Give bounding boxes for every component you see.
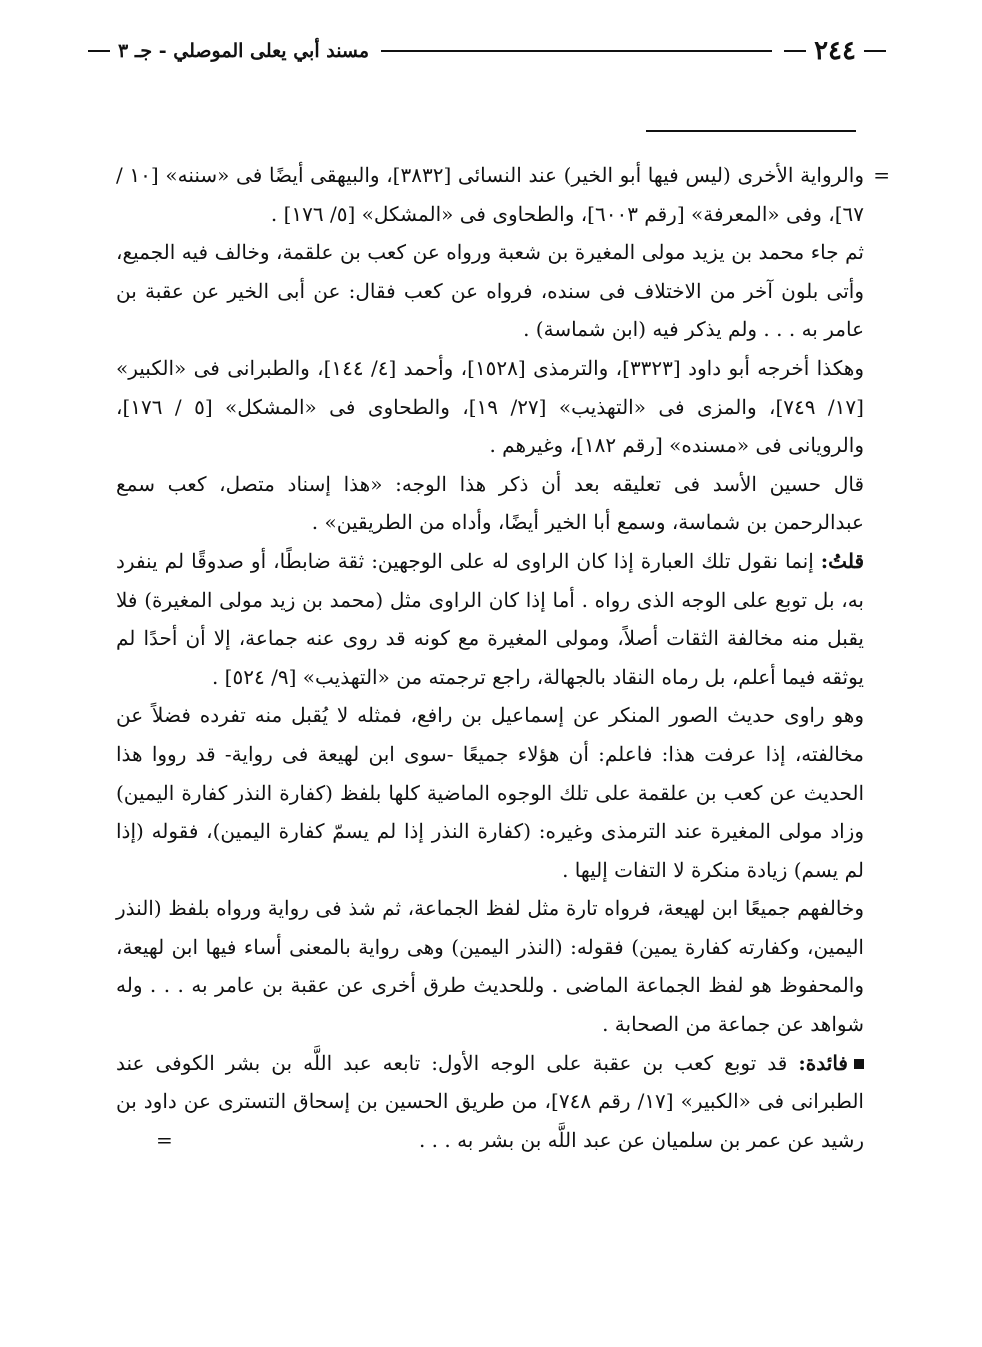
footnote-text: ثم جاء محمد بن يزيد مولى المغيرة بن شعبة ورواه عن كعب بن علقمة، وخالف فيه الجميع، وأتى بلون آخر من الاختلاف فى سنده، فرواه عن كعب فقال: عن أبى الخير عن عقبة بن عامر به . . . ولم يذكر فيه (ابن شماسة) . bbox=[116, 240, 864, 342]
footnote-paragraph bbox=[116, 156, 864, 233]
footnote-paragraph bbox=[116, 542, 864, 696]
footnote-text: وهو راوى حديث الصور المنكر عن إسماعيل بن رافع، فمثله لا يُقبل منه تفرده فضلاً عن مخالفته، إذا عرفت هذا: فاعلم: أن هؤلاء جميعًا -سوى ابن لهيعة فى رواية- قد رووا هذا الحديث عن كعب بن علقمة على تلك الوجوه الماضية كلها بلفظ (كفارة النذر كفارة اليمين) وزاد مولى المغيرة عند الترمذى وغيره: (كفارة النذر إذا لم يسمّ كفارة اليمين)، فقوله (إذا لم يسم) زيادة منكرة لا التفات إليها . bbox=[116, 703, 865, 882]
header-dash-right bbox=[864, 50, 886, 52]
footnote-text: وهكذا أخرجه أبو داود [٣٣٢٣]، والترمذى [١٥٢٨]، وأحمد [٤/ ١٤٤]، والطبرانى فى «الكبير» [١٧/ ٧٤٩]، والمزى فى «التهذيب» [٢٧/ ١٩]، والطحاوى فى «المشكل» [٥ / ١٧٦]، والرويانى فى «مسنده» [رقم ١٨٢]، وغيرهم . bbox=[116, 355, 864, 458]
running-header bbox=[84, 36, 890, 66]
footnote-text: قد توبع كعب بن عقبة على الوجه الأول: تابعه عبد اللَّه بن بشر الكوفى عند الطبرانى فى «الكبير» [١٧/ رقم ٧٤٨]، من طريق الحسين بن إسحاق التسترى عن داود بن رشيد عن عمر بن سلميان عن عبد اللَّه بن بشر به . . . bbox=[116, 1050, 864, 1152]
footnote-text: قال حسين الأسد فى تعليقه بعد أن ذكر هذا الوجه: «هذا إسناد متصل، كعب سمع عبدالرحمن بن شماسة، وسمع أبا الخير أيضًا، وأداه من الطريقين» . bbox=[116, 471, 864, 535]
footnote-paragraph bbox=[116, 233, 864, 349]
book-title: مسند أبي يعلى الموصلي - جـ ٣ bbox=[118, 40, 370, 62]
footnote-paragraph bbox=[116, 465, 864, 542]
footnote-paragraph bbox=[116, 889, 864, 1043]
square-bullet-icon bbox=[854, 1059, 864, 1069]
header-dash-middle bbox=[784, 50, 806, 52]
footnotes-block bbox=[116, 156, 864, 1159]
footnote-text: وخالفهم جميعًا ابن لهيعة، فرواه تارة مثل لفظ الجماعة، ثم شذ فى رواية ورواه بلفظ (النذر اليمين، وكفارته كفارة يمين) فقوله: (النذر اليمين) وهى رواية بالمعنى أساء فيها ابن لهيعة، والمحفوظ هو لفظ الجماعة الماضى . وللحديث طرق أخرى عن عقبة بن عامر به . . . وله شواهد عن جماعة من الصحابة . bbox=[116, 896, 864, 1037]
footnote-paragraph bbox=[116, 349, 864, 465]
header-rule bbox=[381, 50, 772, 52]
footnote-separator bbox=[646, 130, 856, 132]
footnote-lead: قلتُ: bbox=[820, 548, 864, 573]
footnote-paragraph bbox=[116, 1044, 864, 1160]
header-dash-left bbox=[88, 50, 110, 52]
footnote-text: والرواية الأخرى (ليس فيها أبو الخير) عند النسائى [٣٨٣٢]، والبيهقى أيضًا فى «سننه» [١٠ / ٦٧]، وفى «المعرفة» [رقم ٦٠٠٣]، والطحاوى فى «المشكل» [٥/ ١٧٦] . bbox=[116, 163, 864, 226]
footnote-paragraph bbox=[116, 696, 864, 889]
footnote-text: إنما نقول تلك العبارة إذا كان الراوى له على الوجهين: ثقة ضابطًا، أو صدوقًا لم ينفرد به، بل توبع على الوجه الذى رواه . أما إذا كان الراوى مثل (محمد بن زيد مولى المغيرة) فلا يقبل منه مخالفة الثقات أصلاً، ومولى المغيرة مع كونه قد روى عنه جماعة، إلا أن أحدًا لم يوثقه فيما أعلم، بل رماه النقاد بالجهالة، راجع ترجمته من «التهذيب» [٩/ ٥٢٤] . bbox=[116, 548, 864, 689]
page-number: ٢٤٤ bbox=[814, 36, 856, 66]
footnote-lead: فائدة: bbox=[798, 1050, 848, 1075]
